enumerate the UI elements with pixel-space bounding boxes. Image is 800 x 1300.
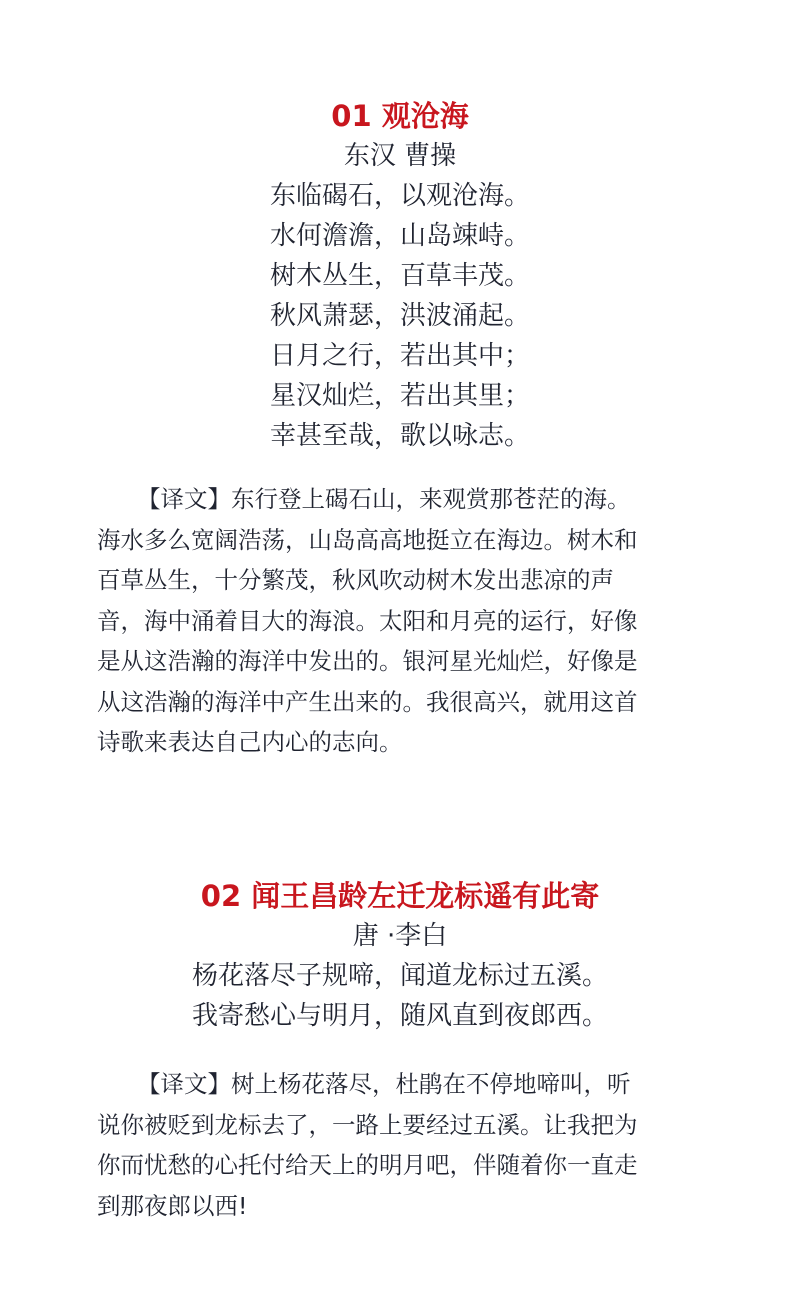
- poem-line: 杨花落尽子规啼，闻道龙标过五溪。: [191, 961, 608, 991]
- translation-line: 诗歌来表达自己内心的志向。: [97, 728, 403, 756]
- poem-1: [0, 96, 800, 456]
- poem-line: 树木丛生，百草丰茂。: [269, 261, 530, 291]
- poem-title: 01 观沧海: [331, 99, 469, 133]
- translation-line: 百草丛生，十分繁茂，秋风吹动树木发出悲凉的声: [97, 566, 614, 594]
- poem-line: 东临碣石，以观沧海。: [269, 181, 530, 211]
- translation-text: 东行登上碣石山，来观赏那苍茫的海。: [231, 485, 631, 513]
- translation-line: 音，海中涌着目大的海浪。太阳和月亮的运行，好像: [97, 606, 638, 635]
- poem-line: 秋风萧瑟，洪波涌起。: [269, 301, 530, 331]
- translation-line: 从这浩瀚的海洋中产生出来的。我很高兴，就用这首: [97, 687, 638, 716]
- translation-line: [97, 1064, 709, 1105]
- poem-title: 02 闻王昌龄左迁龙标遥有此寄: [200, 879, 600, 913]
- poem-line: 日月之行，若出其中；: [269, 341, 530, 371]
- translation-line: 海水多么宽阔浩荡，山岛高高地挺立在海边。树木和: [97, 525, 638, 554]
- translation-line: 到那夜郎以西!: [97, 1191, 248, 1220]
- translation-line: 是从这浩瀚的海洋中发出的。银河星光灿烂，好像是: [97, 647, 638, 675]
- translation-text: 树上杨花落尽，杜鹃在不停地啼叫，听: [231, 1070, 631, 1098]
- translation-2: [97, 1064, 709, 1226]
- poem-2: [0, 876, 800, 1036]
- poem-line: 星汉灿烂，若出其里；: [269, 381, 530, 411]
- translation-tag: 【译文】: [137, 1070, 231, 1098]
- poem-author: 东汉 曹操: [343, 141, 457, 171]
- poem-line: 水何澹澹，山岛竦峙。: [269, 221, 530, 251]
- translation-line: 说你被贬到龙标去了，一路上要经过五溪。让我把为: [97, 1110, 638, 1139]
- translation-line: 你而忧愁的心托付给天上的明月吧，伴随着你一直走: [97, 1151, 638, 1179]
- translation-line: [97, 479, 709, 520]
- poem-line: 幸甚至哉，歌以咏志。: [269, 421, 530, 451]
- translation-tag: 【译文】: [137, 485, 231, 513]
- translation-1: [97, 479, 709, 763]
- poem-line: 我寄愁心与明月，随风直到夜郎西。: [191, 1001, 608, 1031]
- poem-author: 唐 ·李白: [352, 921, 448, 951]
